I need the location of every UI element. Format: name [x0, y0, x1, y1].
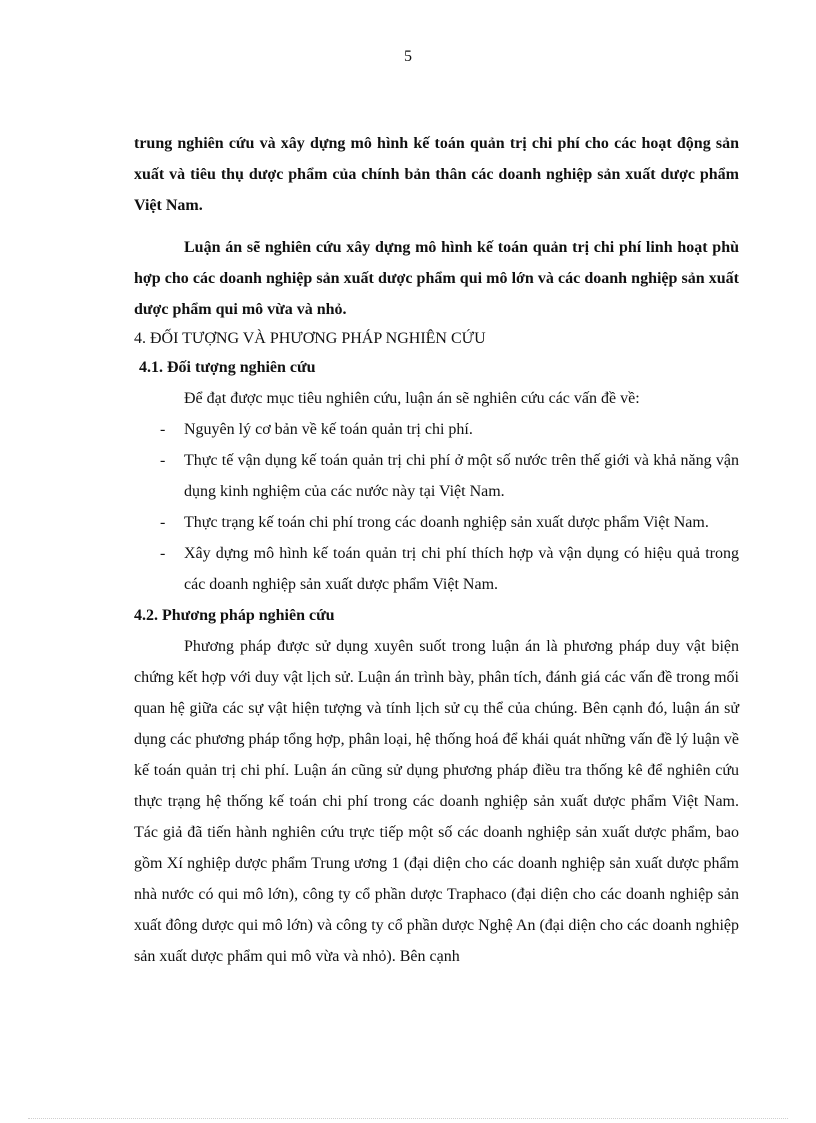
subsection-heading-research-object: 4.1. Đối tượng nghiên cứu [139, 359, 316, 376]
list-item-text: Nguyên lý cơ bản về kế toán quản trị chi phí. [184, 421, 473, 438]
page-number: 5 [404, 48, 412, 65]
list-item-text: Thực tế vận dụng kế toán quản trị chi phí ở một số nước trên thế giới và khả năng vận dụng kinh nghiệm của các nước này tại Việt Nam. [184, 452, 739, 500]
list-item [134, 507, 739, 538]
paragraph-thesis-scope: Luận án sẽ nghiên cứu xây dựng mô hình kế toán quản trị chi phí linh hoạt phù hợp cho các doanh nghiệp sản xuất dược phẩm qui mô lớn và các doanh nghiệp sản xuất dược phẩm qui mô vừa và nhỏ. [134, 239, 739, 318]
list-item [134, 414, 739, 445]
paragraph-continuation: trung nghiên cứu và xây dựng mô hình kế toán quản trị chi phí cho các hoạt động sản xuất và tiêu thụ dược phẩm của chính bản thân các doanh nghiệp sản xuất dược phẩm Việt Nam. [134, 135, 739, 214]
section-heading: 4. ĐỐI TƯỢNG VÀ PHƯƠNG PHÁP NGHIÊN CỨU [134, 330, 486, 347]
list-item [134, 445, 739, 507]
bullet-dash: - [160, 452, 166, 469]
research-method-paragraph: Phương pháp được sử dụng xuyên suốt trong luận án là phương pháp duy vật biện chứng kết hợp với duy vật lịch sử. Luận án trình bày, phân tích, đánh giá các vấn đề trong mối quan hệ giữa các sự vật hiện tượng và tính lịch sử cụ thể của chúng. Bên cạnh đó, luận án sử dụng các phương pháp tổng hợp, phân loại, hệ thống hoá để khái quát những vấn đề lý luận về kế toán quản trị chi phí. Luận án cũng sử dụng phương pháp điều tra thống kê để nghiên cứu thực trạng hệ thống kế toán chi phí trong các doanh nghiệp sản xuất dược phẩm Việt Nam. Tác giả đã tiến hành nghiên cứu trực tiếp một số các doanh nghiệp sản xuất dược phẩm, bao gồm Xí nghiệp dược phẩm Trung ương 1 (đại diện cho các doanh nghiệp sản xuất dược phẩm nhà nước có qui mô lớn), công ty cổ phần dược Traphaco (đại diện cho các doanh nghiệp sản xuất đông dược qui mô lớn) và công ty cổ phần dược Nghệ An (đại diện cho các doanh nghiệp sản xuất dược phẩm qui mô vừa và nhỏ). Bên cạnh [134, 638, 739, 965]
list-item [134, 538, 739, 600]
bullet-dash: - [160, 514, 166, 531]
bullet-dash: - [160, 421, 166, 438]
list-item-text: Xây dựng mô hình kế toán quản trị chi phí thích hợp và vận dụng có hiệu quả trong các doanh nghiệp sản xuất dược phẩm Việt Nam. [184, 545, 739, 593]
research-object-list [134, 414, 739, 600]
page-bottom-rule [28, 1118, 788, 1119]
list-item-text: Thực trạng kế toán chi phí trong các doanh nghiệp sản xuất dược phẩm Việt Nam. [184, 514, 709, 531]
research-object-intro: Để đạt được mục tiêu nghiên cứu, luận án sẽ nghiên cứu các vấn đề về: [184, 390, 640, 407]
document-body [134, 128, 739, 972]
subsection-heading-research-method: 4.2. Phương pháp nghiên cứu [134, 607, 335, 624]
bullet-dash: - [160, 545, 166, 562]
